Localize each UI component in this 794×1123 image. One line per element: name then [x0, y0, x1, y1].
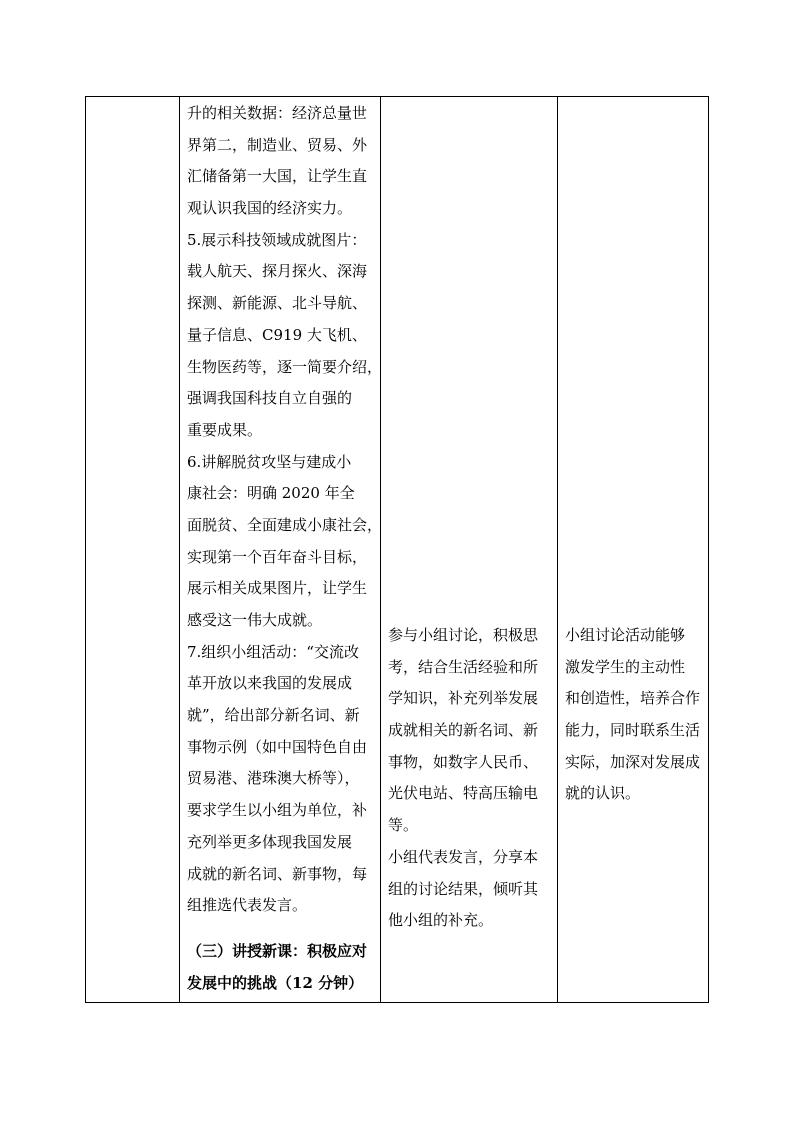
text-line: 升的相关数据：经济总量世	[187, 104, 368, 122]
text-line: 感受这一伟大成就。	[187, 611, 323, 629]
text-line: 强调我国科技自立自强的	[187, 389, 353, 408]
text-line: 成就相关的新名词、新	[388, 721, 539, 740]
teacher-activity-text	[187, 98, 382, 922]
text-line: 康社会：明确 2020 年全	[187, 484, 355, 503]
text-line: 小组代表发言，分享本	[388, 847, 539, 866]
text-line: 要求学生以小组为单位，补	[187, 801, 368, 820]
section-heading	[187, 936, 367, 999]
text-line: 就的认识。	[565, 784, 641, 803]
text-line: 学知识，补充列举发展	[388, 689, 539, 708]
text-line: 事物示例（如中国特色自由	[187, 737, 368, 756]
text-line: 组的讨论结果，倾听其	[388, 879, 539, 898]
text-line: 就”，给出部分新名词、新	[187, 706, 360, 725]
text-line: 实际，加深对发展成	[565, 752, 701, 771]
text-line: 光伏电站、特高压输电	[388, 784, 539, 803]
text-line: 5.展示科技领域成就图片：	[187, 230, 367, 249]
text-line: 实现第一个百年奋斗目标，	[187, 547, 368, 566]
heading-line: （三）讲授新课：积极应对	[187, 942, 368, 960]
teacher-activity-cell	[180, 97, 381, 1003]
text-line: 考，结合生活经验和所	[388, 657, 539, 676]
text-line: 小组讨论活动能够	[565, 626, 686, 644]
text-line: 探测、新能源、北斗导航、	[187, 294, 368, 313]
text-line: 能力，同时联系生活	[565, 721, 701, 740]
text-line: 面脱贫、全面建成小康社会，	[187, 515, 383, 534]
text-line: 汇储备第一大国，让学生直	[187, 167, 368, 186]
text-line: 参与小组讨论，积极思	[388, 626, 539, 644]
text-line: 生物医药等，逐一简要介绍，	[187, 357, 383, 376]
text-line: 充列举更多体现我国发展	[187, 832, 353, 851]
text-line: 组推选代表发言。	[187, 896, 308, 915]
text-line: 观认识我国的经济实力。	[187, 199, 353, 218]
student-activity-text	[388, 620, 538, 937]
text-line: 载人航天、探月探火、深海	[187, 262, 368, 281]
text-line: 展示相关成果图片，让学生	[187, 579, 368, 598]
text-line: 等。	[388, 816, 419, 835]
text-line: 7.组织小组活动：“交流改	[187, 642, 359, 661]
text-line: 成就的新名词、新事物，每	[187, 864, 368, 883]
text-line: 贸易港、港珠澳大桥等），	[187, 769, 360, 788]
lesson-plan-table	[85, 96, 709, 1003]
text-line: 6.讲解脱贫攻坚与建成小	[187, 452, 352, 471]
design-intent-text	[565, 620, 700, 810]
student-activity-cell	[381, 97, 558, 1003]
text-line: 和创造性，培养合作	[565, 689, 701, 708]
text-line: 革开放以来我国的发展成	[187, 674, 353, 693]
heading-line: 发展中的挑战（12 分钟）	[187, 973, 364, 992]
text-line: 界第二，制造业、贸易、外	[187, 135, 368, 154]
stage-column-cell	[86, 97, 180, 1003]
text-line: 量子信息、C919 大飞机、	[187, 325, 367, 344]
text-line: 他小组的补充。	[388, 911, 494, 930]
design-intent-cell	[558, 97, 709, 1003]
table-row	[86, 97, 709, 1003]
text-line: 事物，如数字人民币、	[388, 752, 539, 771]
text-line: 重要成果。	[187, 420, 263, 439]
text-line: 激发学生的主动性	[565, 657, 686, 676]
